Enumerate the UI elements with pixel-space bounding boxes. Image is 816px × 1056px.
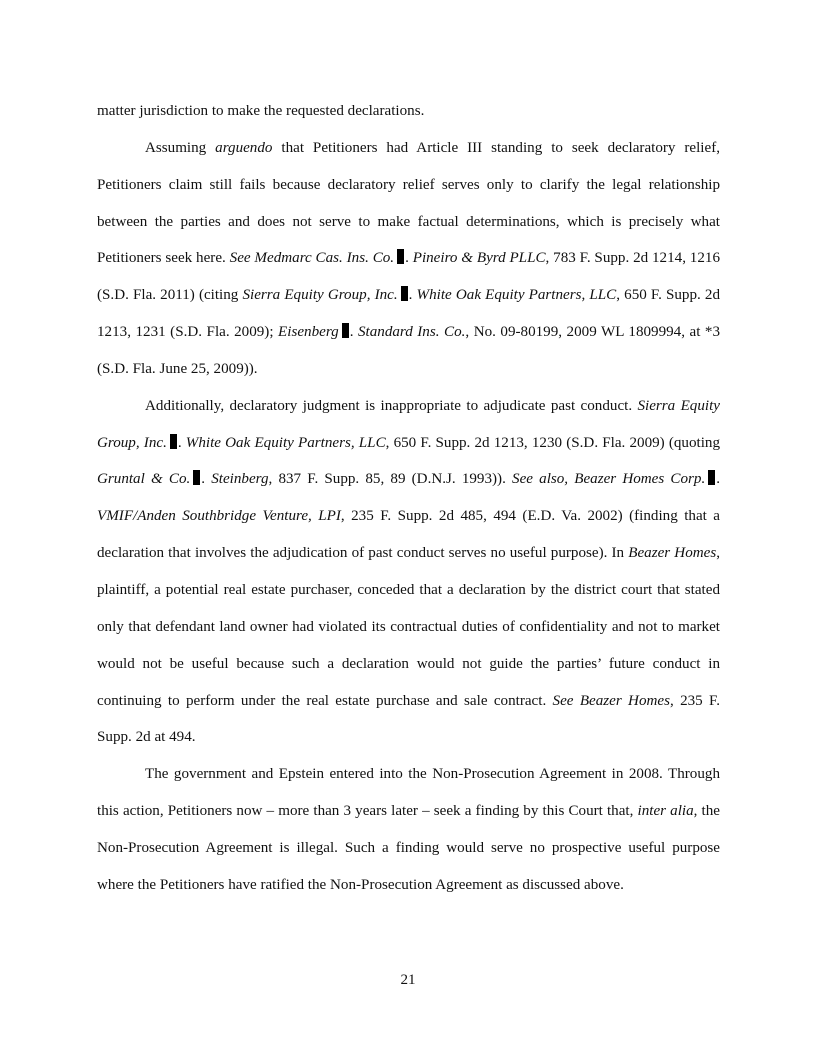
text-run: , 650 F. Supp. 2d 1213, 1231 (S.D. Fla. 2009); xyxy=(97,287,721,341)
text-run: , 235 F. Supp. 2d 485, 494 (E.D. Va. 2002) (finding that a declaration that involves the adjudication of past conduct serves no useful purpose). In xyxy=(97,508,720,562)
case-name: Pineiro & Byrd PLLC xyxy=(412,250,546,267)
case-name: Steinberg xyxy=(211,471,269,488)
case-name: Standard Ins. Co. xyxy=(357,324,466,341)
paragraph-arguendo xyxy=(97,130,720,388)
case-name: See Beazer Homes xyxy=(552,692,670,709)
case-name: White Oak Equity Partners, LLC xyxy=(185,434,386,451)
text-run: , No. 09-80199, 2009 WL 1809994, at *3 (S.D. Fla. June 25, 2009)). xyxy=(97,324,721,377)
text-run: . xyxy=(405,250,413,267)
redaction-mark xyxy=(342,323,349,338)
redaction-mark xyxy=(401,286,408,301)
text-run: Additionally, declaratory judgment is inappropriate to adjudicate past conduct. xyxy=(145,397,638,414)
text-run: Assuming xyxy=(145,139,216,156)
case-name: See Medmarc Cas. Ins. Co. xyxy=(229,250,395,267)
case-name: White Oak Equity Partners, LLC xyxy=(416,287,617,304)
paragraph-past-conduct xyxy=(97,388,720,756)
text-run: . xyxy=(349,324,358,341)
case-name: Sierra Equity Group, Inc. xyxy=(97,397,720,451)
text-run: The government and Epstein entered into the Non-Prosecution Agreement in 2008. Through this action, Petitioners now – more than 3 years later – seek a finding by this Court that, xyxy=(97,766,720,820)
text-run: . xyxy=(716,471,720,488)
text-run: . xyxy=(201,471,212,488)
text-run: , 783 F. Supp. 2d 1214, 1216 (S.D. Fla. 2011) (citing xyxy=(97,250,720,304)
text-run: , 837 F. Supp. 85, 89 (D.N.J. 1993)). xyxy=(268,471,513,488)
text-run: . xyxy=(177,434,186,451)
text-run: , 235 F. Supp. 2d at 494. xyxy=(97,692,721,746)
text-run: , plaintiff, a potential real estate purchaser, conceded that a declaration by the district court that stated only that defendant land owner had violated its contractual duties of confidentiality and not to market would not be useful because such a declaration would not guide the parties’ future conduct in continuing to perform under the real estate purchase and sale contract. xyxy=(97,545,720,709)
text-run: matter jurisdiction to make the requested declarations. xyxy=(97,103,425,119)
italic-run: inter alia xyxy=(637,803,694,820)
case-name: Gruntal & Co. xyxy=(97,471,191,488)
text-run: . xyxy=(408,287,417,304)
text-run: , the Non-Prosecution Agreement is illegal. Such a finding would serve no prospective useful purpose where the Petitioners have ratified the Non-Prosecution Agreement as discussed above. xyxy=(97,803,720,893)
case-name: VMIF/Anden Southbridge Venture, LPI xyxy=(97,508,341,525)
paragraph-continuation xyxy=(97,93,720,130)
body-text xyxy=(97,93,720,904)
redaction-mark xyxy=(397,249,404,264)
case-name: Sierra Equity Group, Inc. xyxy=(242,287,398,304)
case-name: See also, Beazer Homes Corp. xyxy=(512,471,706,488)
case-name: Beazer Homes xyxy=(628,545,717,562)
case-name: Eisenberg xyxy=(278,324,339,341)
redaction-mark xyxy=(170,434,177,449)
paragraph-non-prosecution xyxy=(97,756,720,903)
italic-run: arguendo xyxy=(215,139,273,156)
text-run: , 650 F. Supp. 2d 1213, 1230 (S.D. Fla. 2009) (quoting xyxy=(385,434,721,451)
text-run: that Petitioners had Article III standing to seek declaratory relief, Petitioners claim still fails because declaratory relief serves only to clarify the legal relationship between the parties and does not serve to make factual determinations, which is precisely what Petitioners seek here. xyxy=(97,139,721,267)
redaction-mark xyxy=(193,470,200,485)
redaction-mark xyxy=(708,470,715,485)
page-number: 21 xyxy=(400,972,416,988)
